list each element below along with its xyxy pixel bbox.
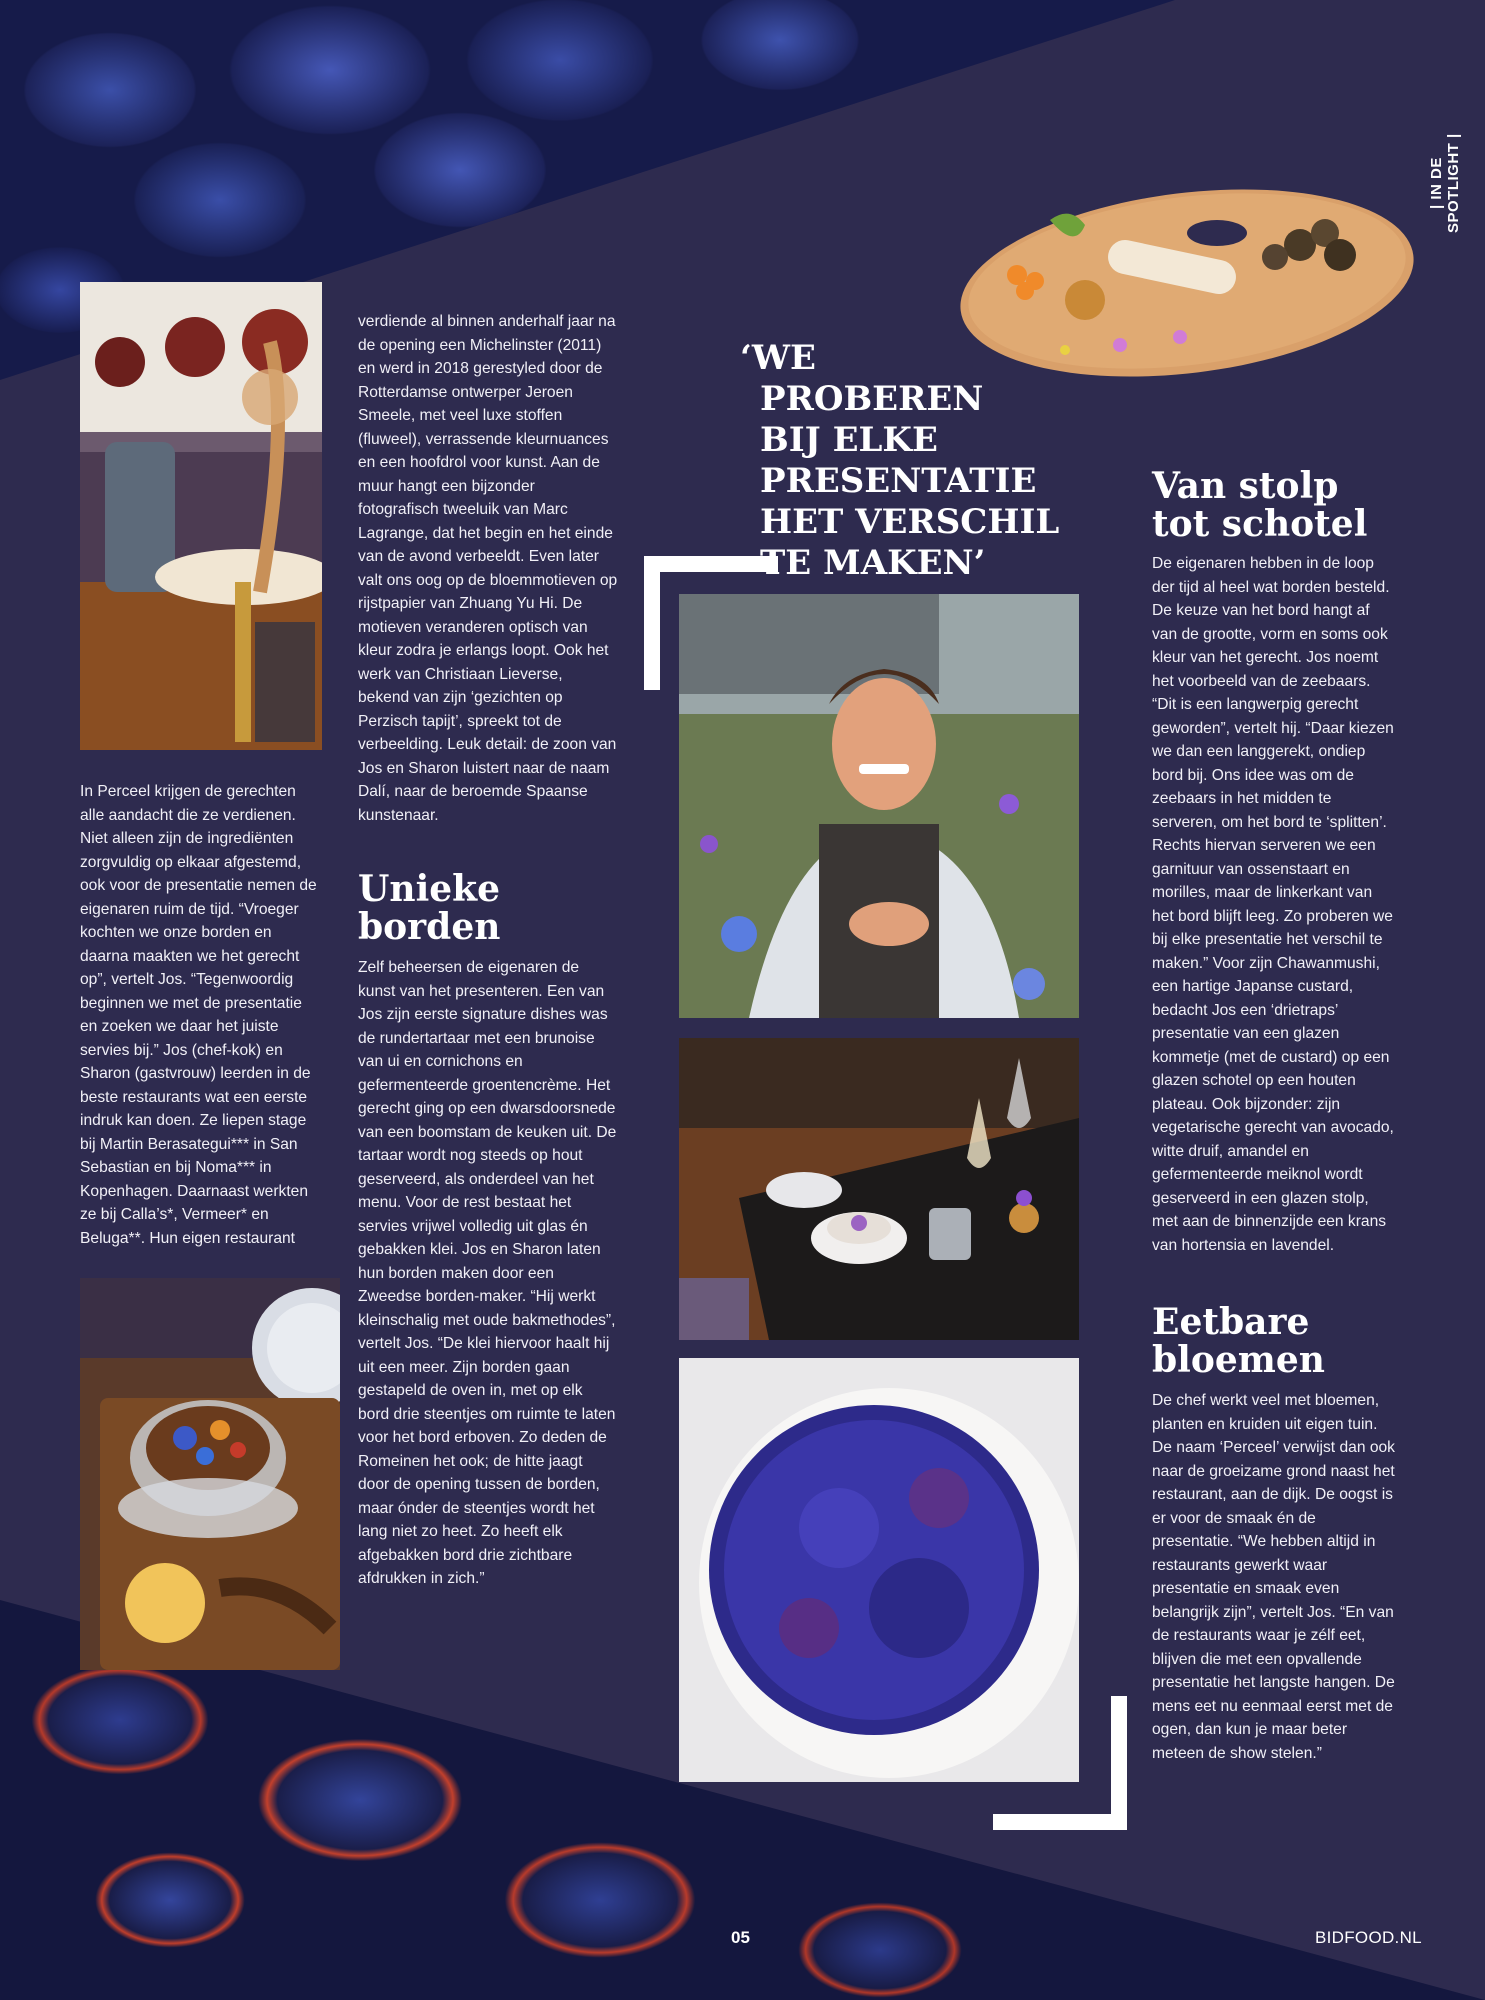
column-4-body-2: [1152, 1389, 1397, 1765]
quote-line: HET VERSCHIL: [760, 502, 1060, 542]
restaurant-interior-photo: [80, 282, 322, 750]
column-1-intro: [80, 780, 323, 1250]
page-number: 05: [731, 1928, 750, 1947]
intro-paragraph: In Perceel krijgen de gerechten alle aandacht die ze verdienen. Niet alleen zijn de ingrediënten zorgvuldig op elkaar afgestemd, ook voor de presentatie nemen de eigenaren ruim de tijd. “Vroeger kochten we onze borden en daarna maakten we het gerecht op”, vertelt Jos. “Tegenwoordig beginnen we met de presentatie en zoeken we daar het juiste servies bij.” Jos (chef-kok) en Sharon (gastvrouw) leerden in de beste restaurants wat een eerste indruk kan doen. Ze liepen stage bij Martin Berasategui*** in San Sebastian en bij Noma*** in Kopenhagen. Daarnaast werkten ze bij Calla’s*, Vermeer* en Beluga**. Hun eigen restaurant: [80, 783, 317, 1247]
heading-eetbare-bloemen: Eetbare bloemen: [1152, 1301, 1325, 1381]
van-stolp-paragraph: De eigenaren hebben in de loop der tijd al heel wat borden besteld. De keuze van het bord hangt af van de grootte, vorm en soms ook kleur van het gerecht. Jos noemt het voorbeeld van de zeebaars. “Dit is een langwerpig gerecht geworden”, vertelt hij. “Daar kiezen we dan een langgerekt, ondiep bord bij. Ons idee was om de zeebaars in het midden te serveren, om het bord te ‘splitten’. Rechts hiervan serveren we een garnituur van ossenstaart en morilles, maar de linkerkant van het bord blijft leeg. Zo proberen we bij elke presentatie het verschil te maken.” Voor zijn Chawanmushi, een hartige Japanse custard, bedacht Jos een ‘drietraps’ presentatie van een glazen kommetje (met de custard) op een glazen schotel op een houten plateau. Ook bijzonder: zijn vegetarische gerecht van avocado, witte druif, amandel en gefermenteerde meiknol wordt geserveerd in een glazen stolp, met aan de binnenzijde een krans van hortensia en lavendel.: [1152, 555, 1394, 1254]
column-2-body: [358, 956, 618, 1591]
pull-quote: [740, 338, 1120, 584]
heading-van-stolp-tot-schotel: Van stolp tot schotel: [1152, 465, 1368, 545]
quote-line: BIJ ELKE: [760, 420, 938, 460]
quote-line: ‘WE: [740, 338, 816, 378]
column-4-body-1: [1152, 552, 1397, 1257]
column-2-continuation: [358, 310, 618, 827]
quote-line: TE MAKEN’: [760, 543, 986, 583]
section-label: | IN DE SPOTLIGHT |: [1428, 133, 1462, 233]
heading-unieke-borden: Unieke borden: [358, 868, 501, 948]
plated-table-photo: [679, 1038, 1079, 1340]
quote-line: PRESENTATIE: [760, 461, 1037, 501]
continuation-paragraph: verdiende al binnen anderhalf jaar na de opening een Michelinster (2011) en werd in 2018 gerestyled door de Rotterdamse ontwerper Jeroen Smeele, met veel luxe stoffen (fluweel), verrassende kleurnuances en een hoofdrol voor kunst. Aan de muur hangt een bijzonder fotografisch tweeluik van Marc Lagrange, dat het begin en het einde van de avond verbeeldt. Even later valt ons oog op de bloemmotieven op rijstpapier van Zhuang Yu Hi. De motieven veranderen optisch van kleur zodra je erlangs loopt. Ook het werk van Christiaan Lieverse, bekend van zijn ‘gezichten op Perzisch tapijt’, spreekt tot de verbeelding. Leuk detail: de zoon van Jos en Sharon luistert naar de naam Dalí, naar de beroemde Spaanse kunstenaar.: [358, 313, 618, 824]
unieke-borden-paragraph: Zelf beheersen de eigenaren de kunst van het presenteren. Een van Jos zijn eerste signature dishes was de rundertartaar met een brunoise van ui en cornichons en gefermenteerde groentencrème. Het gerecht ging op een dwarsdoorsnede van een boomstam de keuken uit. De tartaar wordt nog steeds op hout geserveerd, als onderdeel van het menu. Voor de rest bestaat het servies vrijwel volledig uit glas én gebakken klei. Jos en Sharon laten hun borden maken door een Zweedse borden-maker. “Hij werkt kleinschalig met oude bakmethodes”, vertelt Jos. “De klei hiervoor haalt hij uit een meer. Zijn borden gaan gestapeld de oven in, met op elk bord drie steentjes om ruimte te laten voor het bord erboven. Zo deden de Romeinen het ook; de hitte jaagt door de opening tussen de borden, maar ónder de steentjes wordt het lang niet zo heet. Zo heeft elk afgebakken bord drie zichtbare afdrukken in zich.”: [358, 959, 617, 1587]
eetbare-bloemen-paragraph: De chef werkt veel met bloemen, planten en kruiden uit eigen tuin. De naam ‘Perceel’ verwijst dan ook naar de groeizame grond naast het restaurant, aan de dijk. De oogst is er voor de smaak én de presentatie. “We hebben altijd in restaurants gewerkt waar presentatie en smaak even belangrijk zijn”, vertelt Jos. “En van de restaurants waar je zélf eet, blijven die met een opvallende presentatie het langste hangen. De mens eet nu eenmaal eerst met de ogen, dan kun je maar beter meteen de show stelen.”: [1152, 1392, 1395, 1762]
petal-dessert-photo: [679, 1358, 1079, 1782]
chawanmushi-dish-photo: [80, 1278, 340, 1670]
chef-portrait-photo: [679, 594, 1079, 1018]
quote-line: PROBEREN: [760, 379, 984, 419]
site-link[interactable]: BIDFOOD.NL: [1315, 1928, 1422, 1947]
